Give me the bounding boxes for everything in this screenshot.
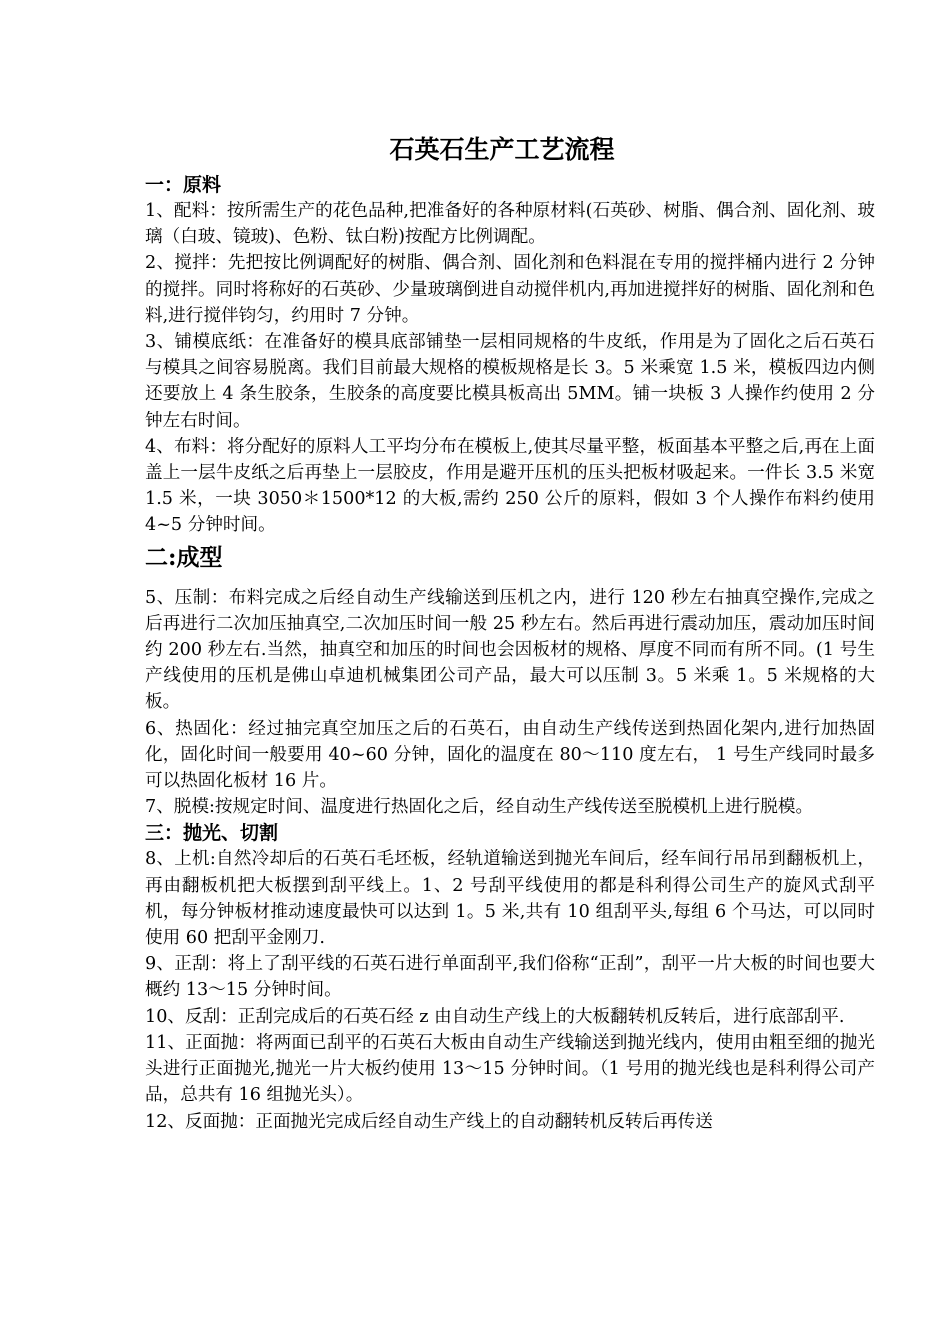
section-heading-polishing-cutting: 三：抛光、切割 — [145, 822, 279, 845]
paragraph-batching: 1、配料：按所需生产的花色品种,把准备好的各种原材料(石英砂、树脂、偶合剂、固化剂、玻璃（白玻、镜玻)、色粉、钛白粉)按配方比例调配。 — [145, 201, 875, 248]
paragraph-mixing: 2、搅拌：先把按比例调配好的树脂、偶合剂、固化剂和色料混在专用的搅拌桶内进行 2 分钟的搅拌。同时将称好的石英砂、少量玻璃倒进自动搅伴机内,再加进搅拌好的树脂、固化剂和色料,进行搅伴钧匀，约用时 7 分钟。 — [145, 253, 875, 326]
paragraph-loading: 8、上机:自然冷却后的石英石毛坯板，经轨道输送到抛光车间后，经车间行吊吊到翻板机上，再由翻板机把大板摆到刮平线上。1、2 号刮平线使用的都是科利得公司生产的旋风式刮平机，每分钟板材推动速度最快可以达到 1。5 米,共有 10 组刮平头,每组 6 个马达，可以同时使用 60 把刮平金刚刀. — [145, 849, 875, 949]
paragraph-demolding: 7、脱模:按规定时间、温度进行热固化之后，经自动生产线传送至脱模机上进行脱模。 — [145, 797, 814, 818]
paragraph-mold-paper: 3、铺模底纸：在准备好的模具底部铺垫一层相同规格的牛皮纸，作用是为了固化之后石英石与模具之间容易脱离。我们目前最大规格的模板规格是长 3。5 米乘宽 1.5 米，模板四边内侧还要放上 4 条生胶条，生胶条的高度要比模具板高出 5MM。铺一块板 3 人操作约使用 2 分钟左右时间。 — [145, 332, 875, 431]
document-body — [145, 172, 875, 1135]
paragraph-distribution: 4、布料：将分配好的原料人工平均分布在模板上,使其尽量平整，板面基本平整之后,再在上面盖上一层牛皮纸之后再垫上一层胶皮，作用是避开压机的压头把板材吸起来。一件长 3.5 米宽 1.5 米，一块 3050＊1500*12 的大板,需约 250 公斤的原料，假如 3 个人操作布料约使用 4~5 分钟时间。 — [145, 436, 875, 536]
section-heading-forming: 二:成型 — [145, 543, 223, 571]
paragraph-back-scrape: 10、反刮：正刮完成后的石英石经 z 由自动生产线上的大板翻转机反转后，进行底部刮平. — [145, 1006, 845, 1027]
document-title: 石英石生产工艺流程 — [389, 135, 615, 164]
paragraph-front-scrape: 9、正刮：将上了刮平线的石英石进行单面刮平,我们俗称“正刮”，刮平一片大板的时间也要大概约 13～15 分钟时间。 — [145, 954, 875, 1001]
paragraph-front-polish: 11、正面抛：将两面已刮平的石英石大板由自动生产线输送到抛光线内，使用由粗至细的抛光头进行正面抛光,抛光一片大板约使用 13～15 分钟时间。（1 号用的抛光线也是科利得公司产品，总共有 16 组抛光头）。 — [145, 1032, 875, 1106]
paragraph-curing: 6、热固化：经过抽完真空加压之后的石英石，由自动生产线传送到热固化架内,进行加热固化，固化时间一般要用 40~60 分钟，固化的温度在 80～110 度左右， 1 号生产线同时最多可以热固化板材 16 片。 — [145, 718, 875, 792]
paragraph-pressing: 5、压制：布料完成之后经自动生产线输送到压机之内，进行 120 秒左右抽真空操作,完成之后再进行二次加压抽真空,二次加压时间一般 25 秒左右。然后再进行震动加压，震动加压时间约 200 秒左右.当然，抽真空和加压的时间也会因板材的规格、厚度不同而有所不同。(1 号生产线使用的压机是佛山卓迪机械集团公司产品，最大可以压制 3。5 米乘 1。5 米规格的大板。 — [145, 587, 875, 713]
section-heading-raw-materials: 一：原料 — [145, 174, 222, 196]
paragraph-back-polish: 12、反面抛：正面抛光完成后经自动生产线上的自动翻转机反转后再传送 — [145, 1111, 713, 1132]
